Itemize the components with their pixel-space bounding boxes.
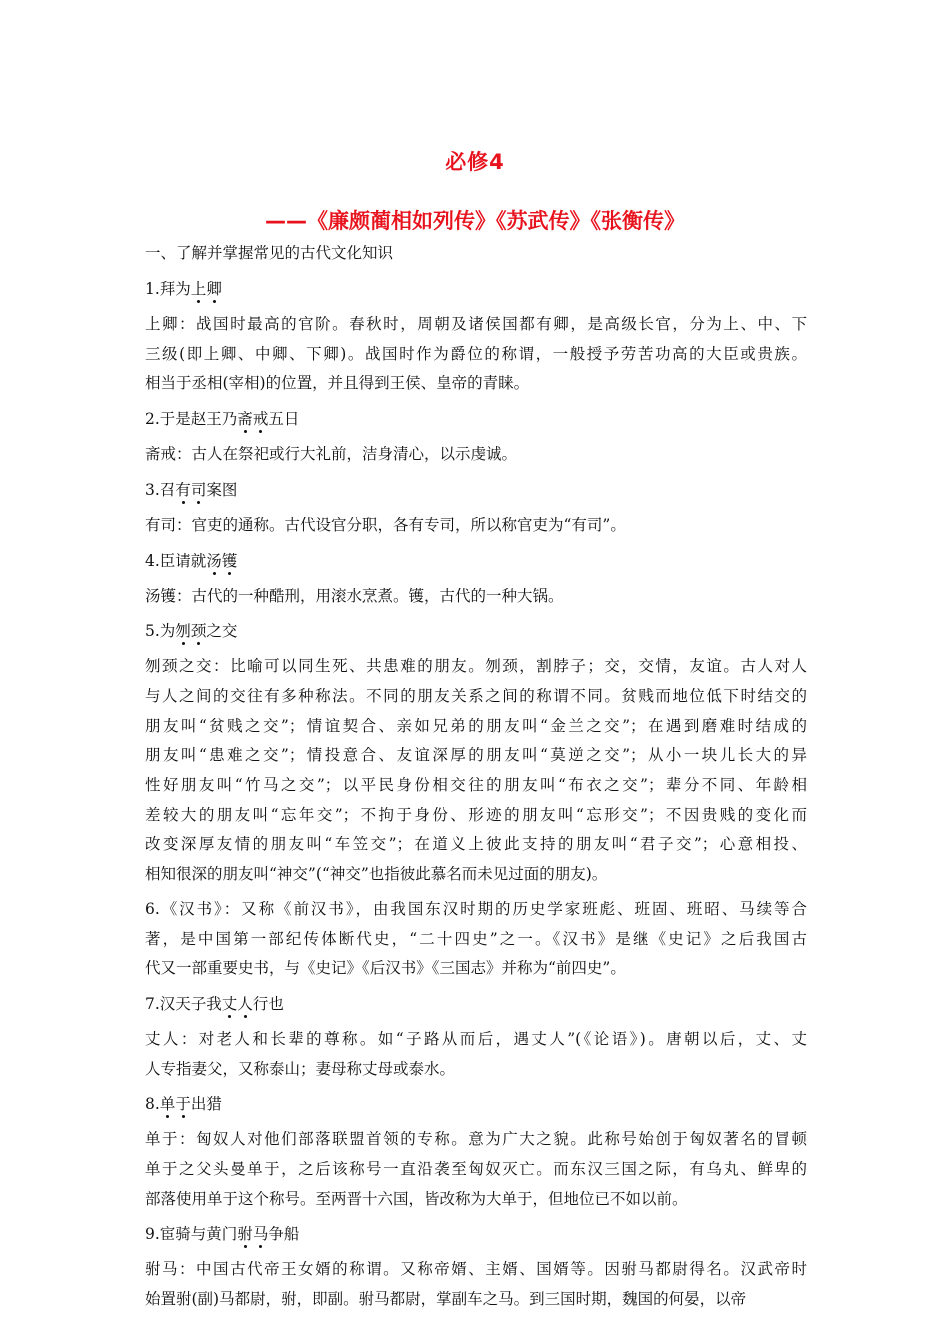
item-heading xyxy=(145,274,807,304)
item-explanation xyxy=(145,1255,807,1314)
text-line: 刎颈之交：比喻可以同生死、共患难的朋友。刎颈，割脖子；交，交情，友谊。古人对人 xyxy=(145,657,807,676)
text-line: 丈人：对老人和长辈的尊称。如“子路从而后，遇丈人”(《论语》)。唐朝以后，丈、丈 xyxy=(145,1029,807,1048)
document-body xyxy=(145,238,807,1320)
text-line: 驸马：中国古代帝王女婿的称谓。又称帝婿、主婿、国婿等。因驸马都尉得名。汉武帝时 xyxy=(145,1260,807,1279)
emphasized-char: 卿 xyxy=(206,280,222,298)
item-explanation xyxy=(145,1025,807,1084)
emphasized-char: 斋 xyxy=(237,410,253,429)
text-line: 有司：官吏的通称。古代设官分职，各有专司，所以称官吏为“有司”。 xyxy=(145,515,626,534)
heading-text: 案图 xyxy=(206,480,238,499)
emphasized-char: 颈 xyxy=(190,622,207,641)
item-heading xyxy=(145,546,807,576)
text-line: 性好朋友叫“竹马之交”；以平民身份相交往的朋友叫“布衣之交”；辈分不同、年龄相 xyxy=(145,776,807,795)
heading-text: 9.宦骑与黄门 xyxy=(145,1225,238,1244)
heading-text: 4.臣请就 xyxy=(145,551,207,570)
emphasized-char: 驸 xyxy=(237,1225,253,1244)
text-line: 人专指妻父，又称泰山；妻母称丈母或泰水。 xyxy=(145,1059,456,1078)
text-line: 6.《汉书》：又称《前汉书》，由我国东汉时期的历史学家班彪、班固、班昭、马续等合 xyxy=(145,899,807,918)
emphasized-char: 丈 xyxy=(221,994,238,1013)
heading-text: 7.汉天子我 xyxy=(145,994,222,1013)
emphasized-char: 刎 xyxy=(175,622,191,641)
heading-text: 行也 xyxy=(252,994,284,1013)
heading-text: 五日 xyxy=(268,410,300,429)
emphasized-char: 于 xyxy=(175,1095,191,1114)
item-list xyxy=(145,274,807,1315)
item-heading xyxy=(145,404,807,434)
emphasized-char: 有 xyxy=(175,480,191,499)
emphasized-char: 上 xyxy=(190,280,207,298)
item-explanation xyxy=(145,652,807,890)
text-line: 三级(即上卿、中卿、下卿)。战国时作为爵位的称谓，一般授予劳苦功高的大臣或贵族。 xyxy=(145,344,807,363)
item-explanation xyxy=(145,440,807,470)
text-line: 差较大的朋友叫“忘年交”；不拘于身份、形迹的朋友叫“忘形交”；不因贵贱的变化而 xyxy=(145,805,807,824)
emphasized-char: 镬 xyxy=(221,551,238,570)
text-line: 上卿：战国时最高的官阶。春秋时，周朝及诸侯国都有卿，是高级长官，分为上、中、下 xyxy=(145,315,807,333)
text-line: 汤镬：古代的一种酷刑，用滚水烹煮。镬，古代的一种大锅。 xyxy=(145,586,564,605)
heading-text: 5.为 xyxy=(145,622,176,641)
item-heading xyxy=(145,989,807,1019)
text-line: 单于之父头曼单于，之后该称号一直沿袭至匈奴灭亡。而东汉三国之际，有乌丸、鲜卑的 xyxy=(145,1160,807,1179)
text-line: 代又一部重要史书，与《史记》《后汉书》《三国志》并称为“前四史”。 xyxy=(145,959,626,978)
item-explanation xyxy=(145,310,807,399)
text-line: 朋友叫“患难之交”；情投意合、友谊深厚的朋友叫“莫逆之交”；从小一块儿长大的异 xyxy=(145,746,807,765)
text-line: 单于：匈奴人对他们部落联盟首领的专称。意为广大之貌。此称号始创于匈奴著名的冒顿 xyxy=(145,1130,807,1149)
heading-text: 2.于是赵王乃 xyxy=(145,410,238,429)
page-title: 必修4 xyxy=(445,150,505,174)
emphasized-char: 人 xyxy=(237,994,253,1013)
heading-text: 3.召 xyxy=(145,480,176,499)
text-line: 斋戒：古人在祭祀或行大礼前，洁身清心，以示虔诚。 xyxy=(145,445,518,464)
text-line: 部落使用单于这个称号。至两晋十六国，皆改称为大单于，但地位已不如以前。 xyxy=(145,1189,688,1208)
text-line: 朋友叫“贫贱之交”；情谊契合、亲如兄弟的朋友叫“金兰之交”；在遇到磨难时结成的 xyxy=(145,716,807,735)
heading-text: 出猎 xyxy=(190,1095,222,1114)
item-explanation xyxy=(145,1125,807,1214)
emphasized-char: 戒 xyxy=(252,410,269,429)
text-line: 相当于丞相(宰相)的位置，并且得到王侯、皇帝的青睐。 xyxy=(145,374,530,393)
text-line: 与人之间的交往有多种称法。不同的朋友关系之间的称谓不同。贫贱而地位低下时结交的 xyxy=(145,686,807,705)
text-line: 相知很深的朋友叫“神交”(“神交”也指彼此慕名而未见过面的朋友)。 xyxy=(145,865,608,884)
heading-text: 8. xyxy=(145,1095,160,1114)
page-subtitle: ——《廉颇蔺相如列传》《苏武传》《张衡传》 xyxy=(265,209,685,233)
emphasized-char: 单 xyxy=(159,1095,176,1114)
text-line: 始置驸(副)马都尉，驸，即副。驸马都尉，掌副车之马。到三国时期，魏国的何晏，以帝 xyxy=(145,1290,747,1309)
heading-text: 之交 xyxy=(206,622,238,641)
emphasized-char: 汤 xyxy=(206,551,222,570)
item-explanation xyxy=(145,582,807,612)
item-heading xyxy=(145,616,807,646)
emphasized-char: 马 xyxy=(252,1225,269,1244)
item-explanation xyxy=(145,895,807,984)
item-heading xyxy=(145,1219,807,1249)
section-heading: 一、了解并掌握常见的古代文化知识 xyxy=(145,244,394,262)
emphasized-char: 司 xyxy=(190,480,207,499)
heading-text: 争船 xyxy=(268,1225,300,1244)
item-heading xyxy=(145,1089,807,1119)
text-line: 改变深厚友情的朋友叫“车笠交”；在道义上彼此支持的朋友叫“君子交”；心意相投、 xyxy=(145,835,807,854)
heading-text: 1.拜为 xyxy=(145,280,191,298)
item-heading xyxy=(145,475,807,505)
text-line: 著，是中国第一部纪传体断代史，“二十四史”之一。《汉书》是继《史记》之后我国古 xyxy=(145,929,807,948)
item-explanation xyxy=(145,511,807,541)
